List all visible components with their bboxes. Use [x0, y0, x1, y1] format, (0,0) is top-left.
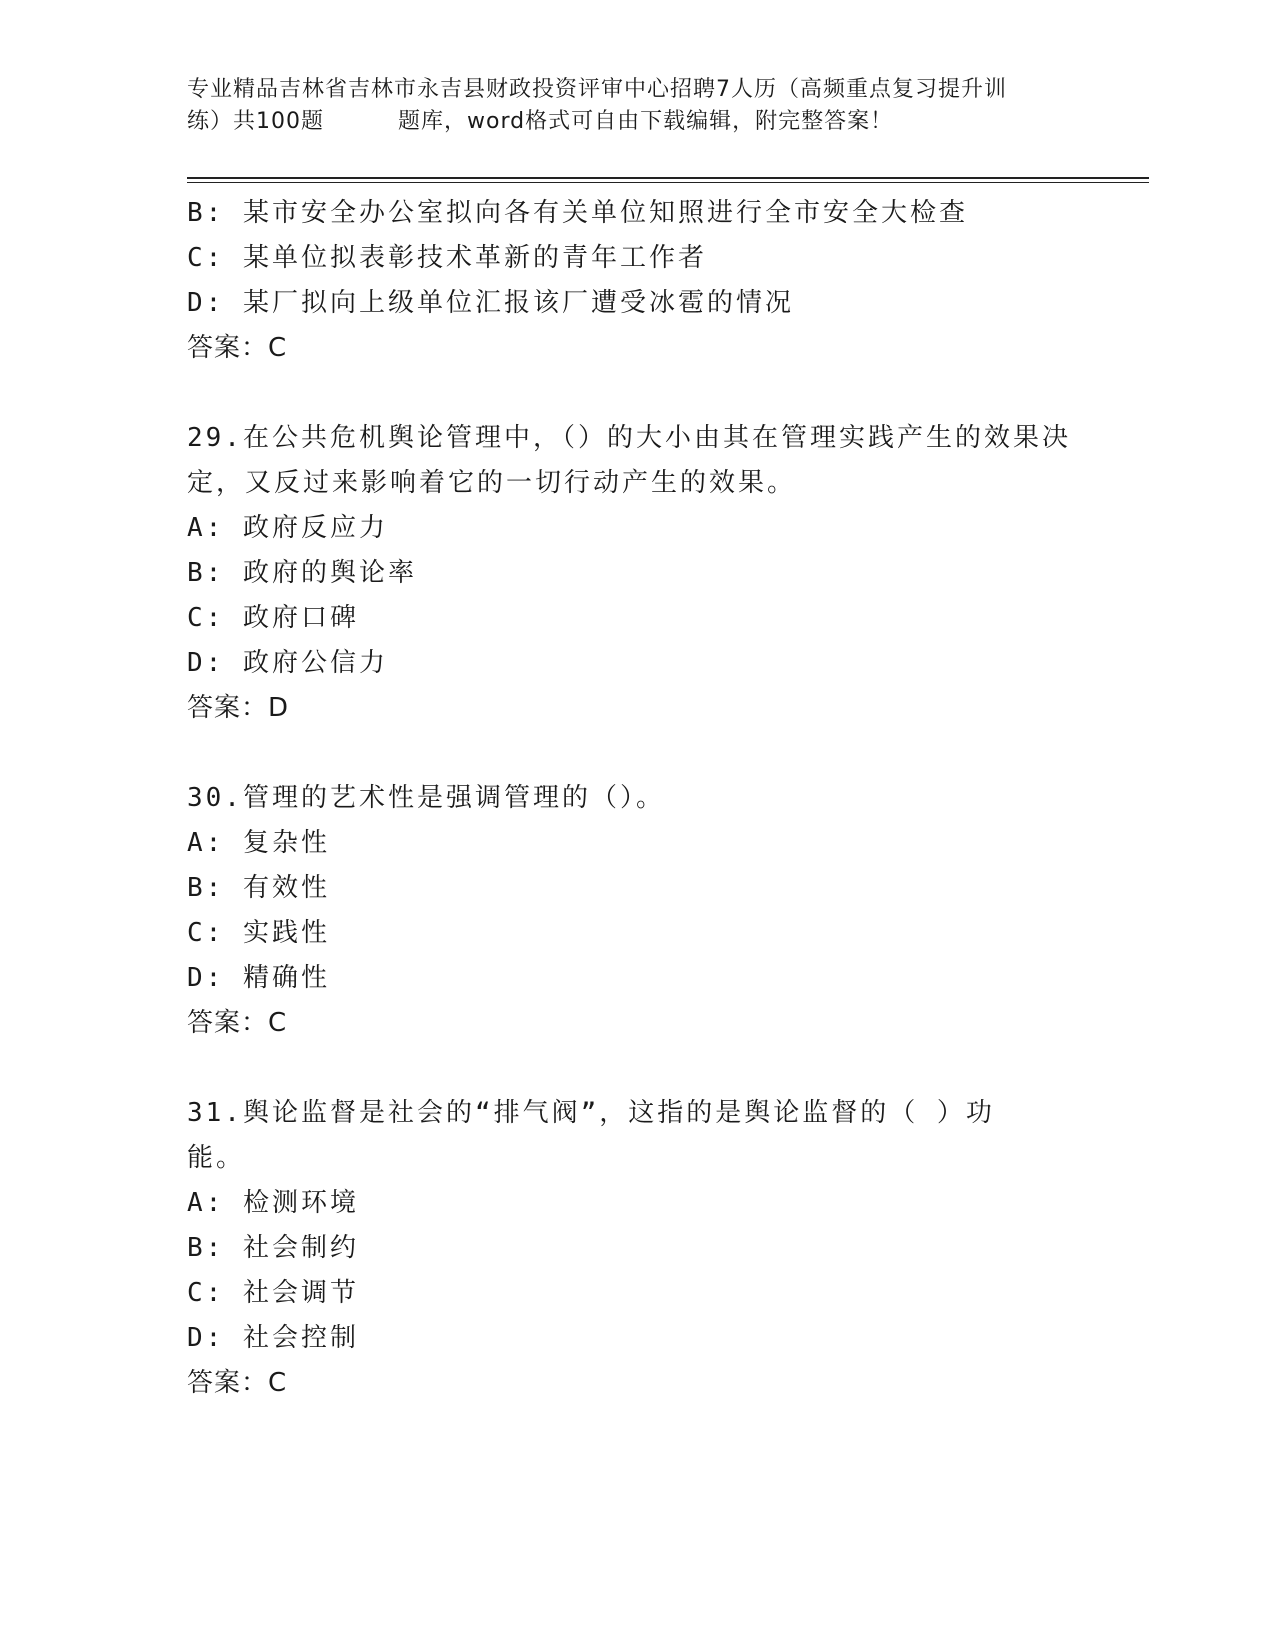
option-c: C: 实践性: [187, 918, 330, 948]
question-stem: 30.管理的艺术性是强调管理的（）。: [187, 783, 665, 813]
header-rule-thin: [187, 182, 1149, 183]
option-b: B: 有效性: [187, 873, 330, 903]
header-line-2-part-b: 题库，word格式可自由下载编辑，附完整答案！: [398, 109, 894, 134]
option-d: D: 精确性: [187, 963, 330, 993]
question-block-30: [187, 776, 1087, 1046]
option-a: A: 政府反应力: [187, 513, 388, 543]
option-b: B: 某市安全办公室拟向各有关单位知照进行全市安全大检查: [187, 198, 968, 228]
option-a: A: 复杂性: [187, 828, 330, 858]
option-b: B: 政府的舆论率: [187, 558, 417, 588]
answer-line: 答案：C: [187, 1008, 288, 1038]
page-header: [187, 74, 1087, 138]
question-block-31: [187, 1091, 1087, 1406]
header-line-2: [187, 106, 1087, 138]
option-c: C: 某单位拟表彰技术革新的青年工作者: [187, 243, 707, 273]
header-line-2-part-a: 练）共100题: [187, 109, 324, 134]
answer-line: 答案：C: [187, 333, 288, 363]
option-a: A: 检测环境: [187, 1188, 359, 1218]
option-d: D: 某厂拟向上级单位汇报该厂遭受冰雹的情况: [187, 288, 794, 318]
question-block-29: [187, 416, 1087, 731]
answer-line: 答案：C: [187, 1368, 288, 1398]
answer-line: 答案：D: [187, 693, 290, 723]
option-d: D: 政府公信力: [187, 648, 388, 678]
document-body: [187, 191, 1087, 1406]
question-stem-continued: 能。: [187, 1143, 246, 1173]
option-c: C: 政府口碑: [187, 603, 359, 633]
question-block-prev: [187, 191, 1087, 371]
option-c: C: 社会调节: [187, 1278, 359, 1308]
question-stem: 31.舆论监督是社会的“排气阀”，这指的是舆论监督的（ ）功: [187, 1098, 995, 1128]
header-line-1: 专业精品吉林省吉林市永吉县财政投资评审中心招聘7人历（高频重点复习提升训: [187, 77, 1007, 102]
header-rule-thick: [187, 177, 1149, 179]
option-d: D: 社会控制: [187, 1323, 359, 1353]
question-stem: 29.在公共危机舆论管理中，（）的大小由其在管理实践产生的效果决: [187, 423, 1071, 453]
question-stem-continued: 定，又反过来影响着它的一切行动产生的效果。: [187, 468, 797, 498]
option-b: B: 社会制约: [187, 1233, 359, 1263]
